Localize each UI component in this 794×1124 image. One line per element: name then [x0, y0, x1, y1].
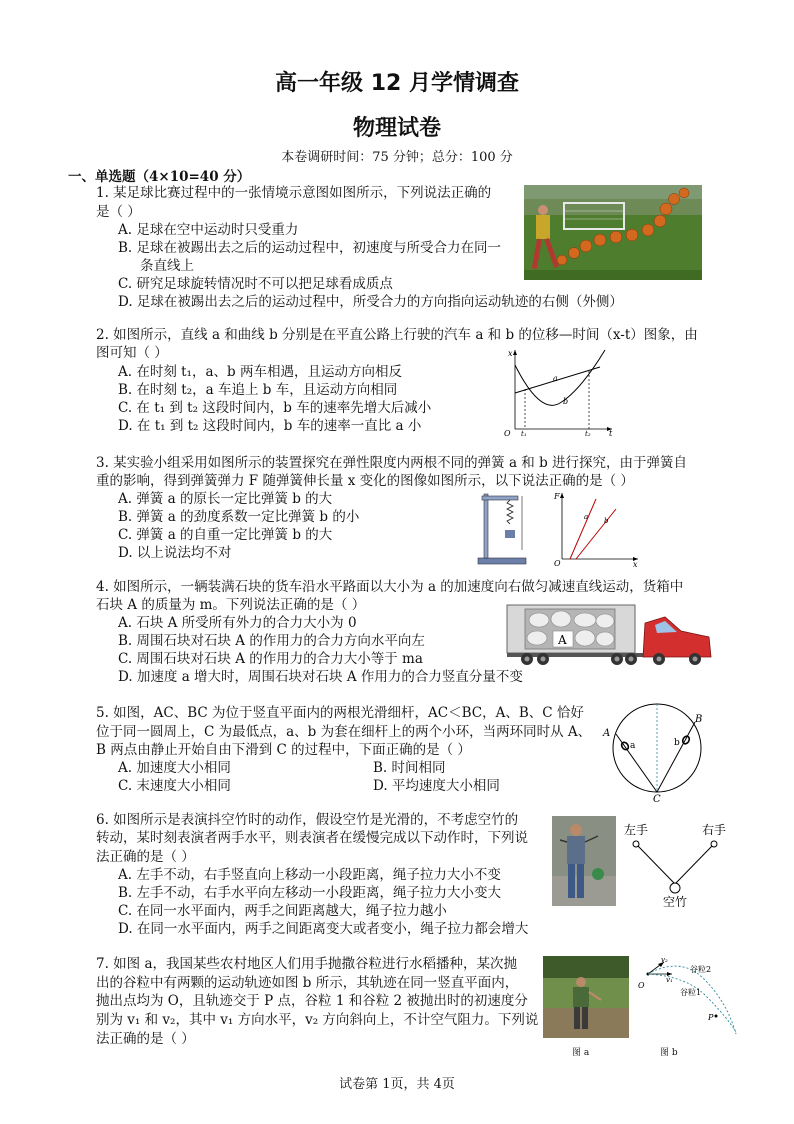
- q1-option-b: B. 足球在被踢出去之后的运动过程中，初速度与所受合力在同一: [118, 240, 502, 256]
- q2-x-axis-label: x: [508, 349, 513, 358]
- q3-stem-line2: 重的影响，得到弹簧弹力 F 随弹簧伸长量 x 变化的图像如图所示，以下说法正确的是（ ）: [96, 473, 634, 489]
- q2-origin-label: O: [504, 429, 511, 437]
- q6-option-b: B. 左手不动，右手水平向左移动一小段距离，绳子拉力大小变大: [118, 885, 502, 901]
- q6-stem-line1: 6. 如图所示是表演抖空竹时的动作，假设空竹是光滑的，不考虑空竹的: [96, 812, 519, 828]
- q5-option-a: A. 加速度大小相同: [118, 760, 231, 776]
- q5-option-c: C. 末速度大小相同: [118, 778, 231, 794]
- q6-rope-diagram: [618, 820, 738, 910]
- q5-stem-line3: B 两点由静止开始自由下滑到 C 的过程中，下面正确的是（ ）: [96, 742, 471, 758]
- q2-stem-line2: 图可知（ ）: [96, 345, 168, 361]
- q7-farmer-photo: [543, 956, 629, 1038]
- q2-stem-line1: 2. 如图所示，直线 a 和曲线 b 分别是在平直公路上行驶的汽车 a 和 b 的位移—时间（x-t）图象，由: [96, 327, 698, 343]
- exam-meta: 本卷调研时间：75 分钟；总分：100 分: [281, 150, 513, 165]
- exam-title: 高一年级 12 月学情调查: [275, 71, 519, 96]
- q7-trajectory-diagram: [636, 954, 746, 1040]
- q1-stem-line2: 是（ ）: [96, 204, 141, 220]
- q7-stem-line4: 别为 v₁ 和 v₂，其中 v₁ 方向水平，v₂ 方向斜向上，不计空气阻力。下列说: [96, 1012, 539, 1028]
- q5-point-b: B: [695, 714, 703, 725]
- q7-caption-a: 图 a: [572, 1048, 590, 1058]
- q7-point-p: P: [708, 1013, 714, 1022]
- q3-option-b: B. 弹簧 a 的劲度系数一定比弹簧 b 的小: [118, 509, 360, 525]
- q5-point-a: A: [603, 728, 611, 739]
- q7-v2-label: v₂: [661, 956, 668, 964]
- q5-circle-rods-figure: [598, 700, 718, 804]
- q4-option-a: A. 石块 A 所受所有外力的合力大小为 0: [118, 615, 357, 631]
- q7-stem-line3: 抛出点均为 O，且轨迹交于 P 点，谷粒 1 和谷粒 2 被抛出时的初速度分: [96, 993, 528, 1009]
- q1-option-d: D. 足球在被踢出去之后的运动过程中，所受合力的方向指向运动轨迹的右侧（外侧）: [118, 294, 623, 310]
- q2-t1-label: t₁: [521, 430, 527, 437]
- section-heading: 一、单选题（4×10=40 分）: [68, 169, 251, 185]
- q7-grain1-label: 谷粒1: [680, 988, 702, 997]
- q2-t-axis-label: t: [609, 429, 613, 437]
- q3-option-d: D. 以上说法均不对: [118, 545, 232, 561]
- q3-spring-stand: [474, 490, 530, 566]
- q1-option-c: C. 研究足球旋转情况时不可以把足球看成质点: [118, 276, 393, 292]
- q6-option-a: A. 左手不动，右手竖直向上移动一小段距离，绳子拉力大小不变: [118, 867, 501, 883]
- q7-grain2-label: 谷粒2: [690, 965, 712, 974]
- q5-stem-line2: 位于同一圆周上，C 为最低点，a、b 为套在细杆上的两个小环，当两环同时从 A、: [96, 724, 592, 740]
- q7-point-o: O: [638, 981, 645, 990]
- q1-option-a: A. 足球在空中运动时只受重力: [118, 222, 299, 238]
- q2-option-b: B. 在时刻 t₂，a 车追上 b 车，且运动方向相同: [118, 382, 398, 398]
- q6-option-c: C. 在同一水平面内，两手之间距离越大，绳子拉力越小: [118, 903, 447, 919]
- q6-diabolo-photo: [552, 816, 616, 906]
- q2-option-a: A. 在时刻 t₁，a、b 两车相遇，且运动方向相反: [118, 364, 402, 380]
- q6-right-hand-label: 右手: [702, 823, 727, 837]
- q3-line-a-label: a: [584, 513, 589, 521]
- q6-left-hand-label: 左手: [624, 823, 649, 837]
- q3-option-a: A. 弹簧 a 的原长一定比弹簧 b 的大: [118, 491, 333, 507]
- q2-option-d: D. 在 t₁ 到 t₂ 这段时间内，b 车的速率一直比 a 小: [118, 418, 422, 434]
- q7-stem-line5: 法正确的是（ ）: [96, 1031, 195, 1047]
- q4-stone-a-label: A: [558, 633, 567, 647]
- q2-option-c: C. 在 t₁ 到 t₂ 这段时间内，b 车的速率先增大后减小: [118, 400, 432, 416]
- q5-ring-b: b: [674, 738, 680, 748]
- q7-stem-line2: 出的谷粒中有两颗的运动轨迹如图 b 所示，其轨迹在同一竖直平面内，: [96, 975, 519, 991]
- q3-origin-label: O: [554, 559, 561, 567]
- q4-option-d: D. 加速度 a 增大时，周围石块对石块 A 作用力的合力竖直分量不变: [118, 669, 523, 685]
- q4-stem-line2: 石块 A 的质量为 m。下列说法正确的是（ ）: [96, 597, 366, 613]
- q3-fx-graph: [552, 489, 642, 567]
- q7-stem-line1: 7. 如图 a，我国某些农村地区人们用手抛撒谷粒进行水稻播种，某次抛: [96, 956, 518, 972]
- q5-point-c: C: [653, 794, 661, 804]
- q6-option-d: D. 在同一水平面内，两手之间距离变大或者变小，绳子拉力都会增大: [118, 921, 529, 937]
- q3-stem-line1: 3. 某实验小组采用如图所示的装置探究在弹性限度内两根不同的弹簧 a 和 b 进行探究，由于弹簧自: [96, 455, 688, 471]
- q1-football-photo: [524, 185, 702, 280]
- q3-option-c: C. 弹簧 a 的自重一定比弹簧 b 的大: [118, 527, 333, 543]
- q4-truck-figure: [505, 603, 715, 667]
- q2-line-a-label: a: [553, 374, 558, 383]
- q5-stem-line1: 5. 如图，AC、BC 为位于竖直平面内的两根光滑细杆，AC＜BC，A、B、C 恰好: [96, 705, 584, 721]
- q5-ring-a: a: [630, 741, 636, 751]
- q2-t2-label: t₂: [585, 430, 591, 437]
- q5-option-b: B. 时间相同: [373, 760, 446, 776]
- q6-stem-line3: 法正确的是（ ）: [96, 849, 195, 865]
- q6-stem-line2: 转动，某时刻表演者两手水平，则表演者在缓慢完成以下动作时，下列说: [96, 830, 528, 846]
- q4-option-b: B. 周围石块对石块 A 的作用力的合力方向水平向左: [118, 633, 425, 649]
- q2-xt-graph: [500, 345, 618, 437]
- q7-v1-label: v₁: [666, 976, 673, 984]
- page-footer: 试卷第 1页，共 4页: [339, 1077, 455, 1092]
- q3-f-axis-label: F: [554, 492, 560, 501]
- q1-stem-line1: 1. 某足球比赛过程中的一张情境示意图如图所示，下列说法正确的: [96, 185, 492, 201]
- q5-option-d: D. 平均速度大小相同: [373, 778, 500, 794]
- q6-diabolo-label: 空竹: [663, 895, 688, 909]
- q4-stem-line1: 4. 如图所示，一辆装满石块的货车沿水平路面以大小为 a 的加速度向右做匀减速直线运动，货箱中: [96, 579, 684, 595]
- q4-option-c: C. 周围石块对石块 A 的作用力的合力大小等于 ma: [118, 651, 423, 667]
- q2-line-b-label: b: [563, 397, 569, 406]
- q1-option-b-cont: 条直线上: [140, 258, 194, 274]
- q3-x-axis-label: x: [633, 560, 638, 567]
- q3-line-b-label: b: [604, 517, 609, 525]
- q7-caption-b: 图 b: [660, 1048, 678, 1058]
- exam-subject: 物理试卷: [352, 116, 441, 141]
